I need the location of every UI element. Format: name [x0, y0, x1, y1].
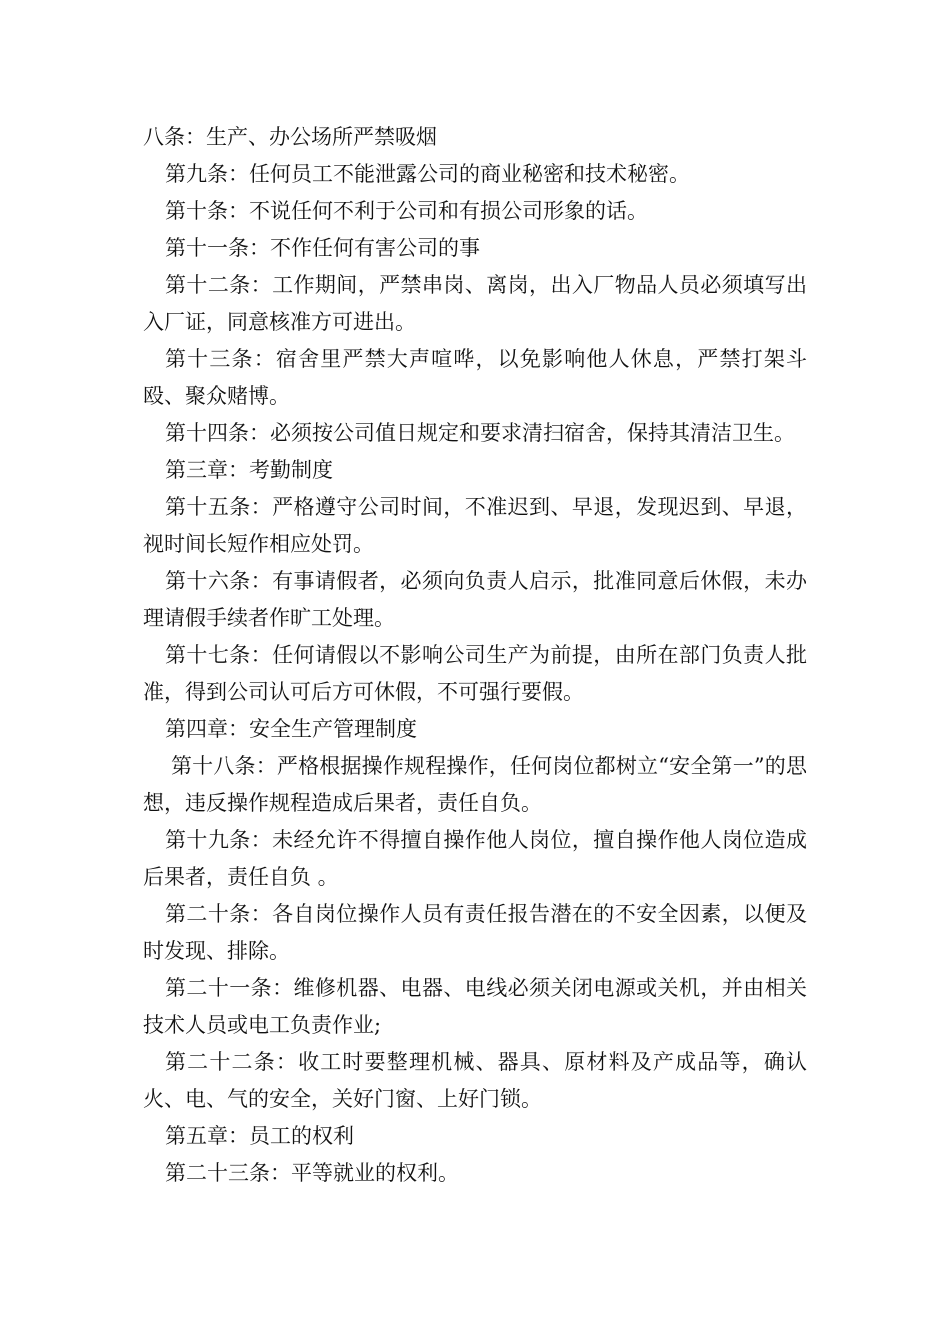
paragraph-article-22: 第二十二条：收工时要整理机械、器具、原材料及产成品等，确认火、电、气的安全，关好门窗、上好门锁。 — [143, 1050, 807, 1111]
document-body — [143, 119, 807, 1192]
paragraph-article-11: 第十一条：不作任何有害公司的事 — [165, 236, 480, 260]
chapter-heading-4: 第四章：安全生产管理制度 — [165, 717, 417, 741]
chapter-heading-3: 第三章：考勤制度 — [165, 458, 333, 482]
paragraph-article-21: 第二十一条：维修机器、电器、电线必须关闭电源或关机，并由相关技术人员或电工负责作业; — [143, 976, 807, 1037]
paragraph-article-23: 第二十三条：平等就业的权利。 — [165, 1161, 459, 1185]
paragraph-article-17: 第十七条：任何请假以不影响公司生产为前提，由所在部门负责人批准，得到公司认可后方可休假，不可强行要假。 — [143, 643, 807, 704]
paragraph-article-14: 第十四条：必须按公司值日规定和要求清扫宿舍，保持其清洁卫生。 — [165, 421, 795, 445]
chapter-heading-5: 第五章：员工的权利 — [165, 1124, 354, 1148]
paragraph-article-15: 第十五条：严格遵守公司时间，不准迟到、早退，发现迟到、早退，视时间长短作相应处罚。 — [143, 495, 807, 556]
paragraph-article-9: 第九条：任何员工不能泄露公司的商业秘密和技术秘密。 — [165, 162, 690, 186]
paragraph-article-18: 第十八条：严格根据操作规程操作，任何岗位都树立“安全第一”的思想，违反操作规程造成后果者，责任自负。 — [143, 754, 807, 815]
paragraph-article-10: 第十条：不说任何不利于公司和有损公司形象的话。 — [165, 199, 648, 223]
paragraph-article-8: 八条：生产、办公场所严禁吸烟 — [143, 125, 437, 149]
paragraph-article-12: 第十二条：工作期间，严禁串岗、离岗，出入厂物品人员必须填写出入厂证，同意核准方可进出。 — [143, 273, 807, 334]
paragraph-article-16: 第十六条：有事请假者，必须向负责人启示，批准同意后休假，未办理请假手续者作旷工处理。 — [143, 569, 807, 630]
paragraph-article-13: 第十三条：宿舍里严禁大声喧哗，以免影响他人休息，严禁打架斗殴、聚众赌博。 — [143, 347, 807, 408]
paragraph-article-19: 第十九条：未经允许不得擅自操作他人岗位，擅自操作他人岗位造成后果者，责任自负 。 — [143, 828, 807, 889]
paragraph-article-20: 第二十条：各自岗位操作人员有责任报告潜在的不安全因素，以便及时发现、排除。 — [143, 902, 807, 963]
